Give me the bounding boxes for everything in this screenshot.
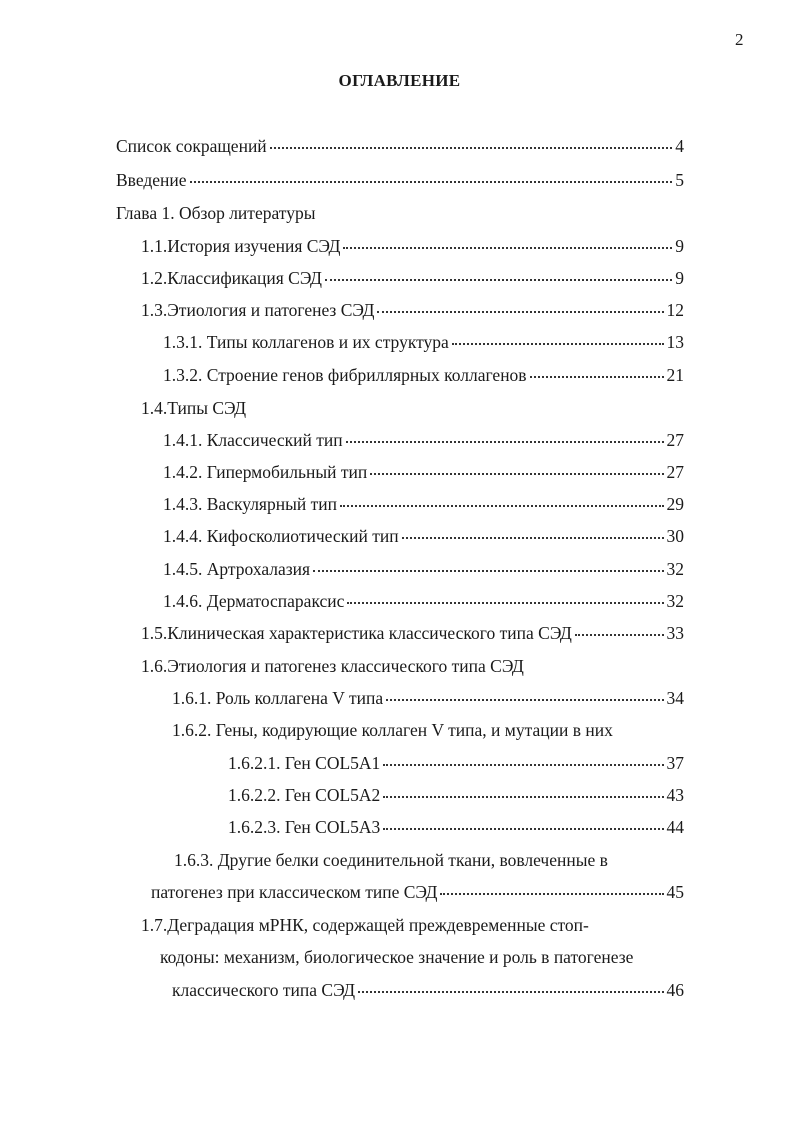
toc-entry-1-6-2 <box>172 717 613 743</box>
toc-page-number: 46 <box>666 980 684 1000</box>
toc-page-number: 43 <box>666 785 684 805</box>
toc-entry-1-6-2-2 <box>228 782 684 808</box>
toc-entry-1-3 <box>141 297 684 323</box>
toc-entry-introduction <box>116 167 684 193</box>
toc-leader-dots <box>530 375 664 378</box>
toc-entry-1-4 <box>141 395 246 421</box>
toc-entry-text: 1.4.2. Гипермобильный тип <box>163 462 368 482</box>
toc-leader-dots <box>270 146 673 149</box>
toc-leader-dots <box>575 633 664 636</box>
toc-page-number: 9 <box>675 236 684 256</box>
toc-entry-text: 1.6.Этиология и патогенез классического типа СЭД <box>141 656 524 676</box>
toc-page-number: 45 <box>666 882 684 902</box>
toc-entry-1-7-cont-2 <box>172 977 684 1003</box>
page-title: ОГЛАВЛЕНИЕ <box>338 71 461 90</box>
toc-entry-text: патогенез при классическом типе СЭД <box>151 882 438 902</box>
toc-entry-text: 1.5.Клиническая характеристика классического типа СЭД <box>141 623 572 643</box>
toc-entry-text: 1.6.2.2. Ген COL5A2 <box>228 785 381 805</box>
toc-leader-dots <box>347 601 663 604</box>
toc-entry-text: 1.6.1. Роль коллагена V типа <box>172 688 384 708</box>
toc-entry-text: классического типа СЭД <box>172 980 356 1000</box>
toc-page-number: 37 <box>666 753 684 773</box>
toc-entry-1-7 <box>141 912 589 938</box>
toc-entry-1-4-1 <box>163 427 684 453</box>
toc-entry-1-6-2-3 <box>228 814 684 840</box>
toc-entry-1-3-1 <box>163 329 684 355</box>
toc-leader-dots <box>386 698 663 701</box>
toc-entry-1-6-2-1 <box>228 750 684 776</box>
toc-entry-1-4-2 <box>163 459 684 485</box>
toc-page-number: 33 <box>666 623 684 643</box>
page-number: 2 <box>735 30 744 49</box>
toc-entry-text: Введение <box>116 170 187 190</box>
toc-leader-dots <box>325 278 672 281</box>
toc-entry-1-4-5 <box>163 556 684 582</box>
toc-entry-text: 1.4.1. Классический тип <box>163 430 343 450</box>
toc-leader-dots <box>383 763 663 766</box>
toc-leader-dots <box>343 246 672 249</box>
toc-entry-text: 1.3.1. Типы коллагенов и их структура <box>163 332 449 352</box>
toc-entry-1-6-1 <box>172 685 684 711</box>
toc-leader-dots <box>346 440 664 443</box>
toc-entry-1-4-4 <box>163 523 684 549</box>
toc-entry-1-4-3 <box>163 491 684 517</box>
toc-entry-text: 1.4.4. Кифосколиотический тип <box>163 526 399 546</box>
toc-page-number: 9 <box>675 268 684 288</box>
toc-leader-dots <box>370 472 663 475</box>
toc-leader-dots <box>340 504 664 507</box>
toc-page-number: 27 <box>666 430 684 450</box>
toc-leader-dots <box>358 990 663 993</box>
toc-entry-1-3-2 <box>163 362 684 388</box>
toc-entry-1-7-cont <box>160 944 633 970</box>
toc-entry-chapter-1 <box>116 200 315 226</box>
toc-entry-text: 1.3.2. Строение генов фибриллярных коллагенов <box>163 365 527 385</box>
toc-page-number: 34 <box>666 688 684 708</box>
toc-entry-text: Глава 1. Обзор литературы <box>116 203 316 223</box>
toc-leader-dots <box>440 892 663 895</box>
toc-entry-text: кодоны: механизм, биологическое значение и роль в патогенезе <box>160 947 634 967</box>
toc-entry-abbreviations <box>116 133 684 159</box>
toc-leader-dots <box>190 180 673 183</box>
toc-page-number: 32 <box>666 591 684 611</box>
toc-entry-text: 1.7.Деградация мРНК, содержащей преждевременные стоп- <box>141 915 589 935</box>
toc-leader-dots <box>377 310 663 313</box>
toc-leader-dots <box>402 536 664 539</box>
toc-leader-dots <box>383 795 663 798</box>
toc-entry-1-6 <box>141 653 524 679</box>
toc-entry-text: 1.2.Классификация СЭД <box>141 268 322 288</box>
toc-entry-text: 1.6.3. Другие белки соединительной ткани, вовлеченные в <box>174 850 608 870</box>
toc-page-number: 13 <box>666 332 684 352</box>
toc-page-number: 21 <box>666 365 684 385</box>
toc-entry-text: 1.4.6. Дерматоспараксис <box>163 591 345 611</box>
toc-entry-text: 1.6.2.1. Ген COL5A1 <box>228 753 381 773</box>
toc-page-number: 30 <box>666 526 684 546</box>
toc-entry-1-4-6 <box>163 588 684 614</box>
toc-page-number: 27 <box>666 462 684 482</box>
toc-entry-text: 1.4.Типы СЭД <box>141 398 247 418</box>
toc-entry-1-6-3-cont <box>151 879 684 905</box>
toc-leader-dots <box>313 569 663 572</box>
toc-page-number: 29 <box>666 494 684 514</box>
toc-entry-1-6-3 <box>174 847 608 873</box>
toc-page-number: 4 <box>675 136 684 156</box>
toc-leader-dots <box>452 342 664 345</box>
toc-page-number: 12 <box>666 300 684 320</box>
toc-entry-text: 1.3.Этиология и патогенез СЭД <box>141 300 375 320</box>
toc-entry-text: Список сокращений <box>116 136 267 156</box>
toc-entry-text: 1.1.История изучения СЭД <box>141 236 341 256</box>
toc-entry-1-5 <box>141 620 684 646</box>
toc-entry-text: 1.6.2. Гены, кодирующие коллаген V типа, и мутации в них <box>172 720 613 740</box>
toc-page-number: 44 <box>666 817 684 837</box>
toc-leader-dots <box>383 827 663 830</box>
toc-entry-text: 1.4.3. Васкулярный тип <box>163 494 337 514</box>
toc-entry-1-2 <box>141 265 684 291</box>
toc-page-number: 32 <box>666 559 684 579</box>
toc-page-number: 5 <box>675 170 684 190</box>
toc-entry-1-1 <box>141 233 684 259</box>
toc-entry-text: 1.6.2.3. Ген COL5A3 <box>228 817 381 837</box>
toc-entry-text: 1.4.5. Артрохалазия <box>163 559 311 579</box>
